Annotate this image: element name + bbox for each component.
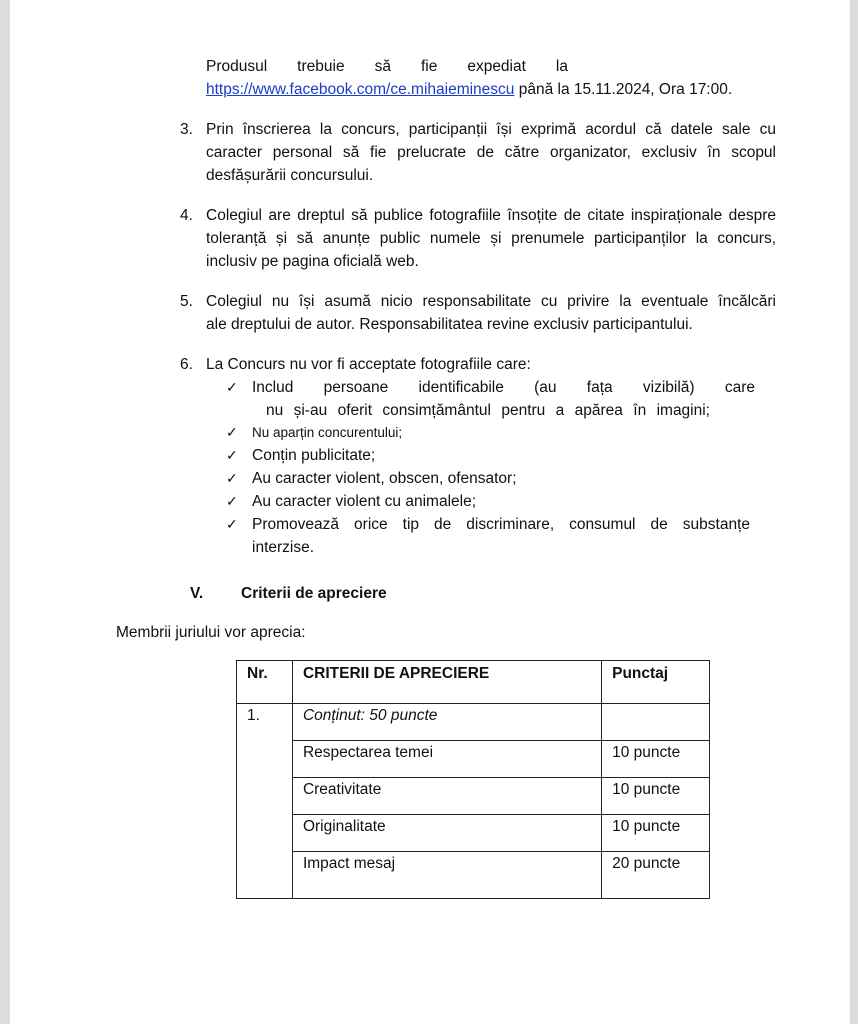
check-6-line-1: Promovează orice tip de discriminare, consumul de substanțe xyxy=(252,516,750,533)
criteria-table xyxy=(236,660,710,899)
check-4: Au caracter violent, obscen, ofensator; xyxy=(252,470,517,487)
item-3-line-1: Prin înscrierea la concurs, participanții își exprimă acordul că datele sale cu xyxy=(206,121,776,138)
facebook-link[interactable]: https://www.facebook.com/ce.mihaieminescu xyxy=(206,81,515,98)
check-icon: ✓ xyxy=(226,470,238,486)
item-6-line-1: La Concurs nu vor fi acceptate fotografiile care: xyxy=(206,356,531,373)
check-icon: ✓ xyxy=(226,379,238,395)
table-row xyxy=(237,741,710,778)
section-title: Criterii de apreciere xyxy=(241,585,387,602)
score-cell: 20 puncte xyxy=(602,852,710,899)
criterion-cell: Impact mesaj xyxy=(292,852,601,899)
deadline-text: până la 15.11.2024, Ora 17:00. xyxy=(514,81,733,98)
table-row xyxy=(237,778,710,815)
check-icon: ✓ xyxy=(226,516,238,532)
group-nr: 1. xyxy=(237,704,293,899)
criterion-cell: Creativitate xyxy=(292,778,601,815)
check-1-line-2: nu și-au oferit consimțământul pentru a apărea în imagini; xyxy=(266,402,710,419)
item-3-line-2: caracter personal să fie prelucrate de către organizator, exclusiv în scopul xyxy=(206,144,776,161)
check-2: Nu aparțin concurentului; xyxy=(252,425,403,440)
item-5-line-1: Colegiul nu își asumă nicio responsabilitate cu privire la eventuale încălcări xyxy=(206,293,776,310)
item-4-number: 4. xyxy=(180,207,193,224)
document-page xyxy=(10,0,850,1024)
score-cell: 10 puncte xyxy=(602,778,710,815)
item-3-line-3: desfășurării concursului. xyxy=(206,167,374,184)
check-5: Au caracter violent cu animalele; xyxy=(252,493,477,510)
table-header-row xyxy=(237,661,710,704)
table-row xyxy=(237,704,710,741)
item-4-line-3: inclusiv pe pagina oficială web. xyxy=(206,253,419,270)
item-4-line-2: toleranță și să anunțe public numele și prenumele participanților la concurs, xyxy=(206,230,776,247)
table-row xyxy=(237,815,710,852)
header-score: Punctaj xyxy=(602,661,710,704)
item-5-line-2: ale dreptului de autor. Responsabilitatea revine exclusiv participantului. xyxy=(206,316,693,333)
group-score-empty xyxy=(602,704,710,741)
score-cell: 10 puncte xyxy=(602,815,710,852)
criterion-cell: Respectarea temei xyxy=(292,741,601,778)
item-6-number: 6. xyxy=(180,356,193,373)
header-nr: Nr. xyxy=(237,661,293,704)
check-6-line-2: interzise. xyxy=(252,539,315,556)
section-number: V. xyxy=(190,585,204,602)
score-cell: 10 puncte xyxy=(602,741,710,778)
item-4-line-1: Colegiul are dreptul să publice fotografiile însoțite de citate inspiraționale despre xyxy=(206,207,776,224)
jury-text: Membrii juriului vor aprecia: xyxy=(116,624,306,641)
intro-line: Produsul trebuie să fie expediat la xyxy=(206,58,568,75)
group-label: Conținut: 50 puncte xyxy=(292,704,601,741)
intro-link-line xyxy=(206,78,732,101)
check-icon: ✓ xyxy=(226,424,238,440)
criterion-cell: Originalitate xyxy=(292,815,601,852)
table-row xyxy=(237,852,710,899)
check-3: Conțin publicitate; xyxy=(252,447,376,464)
item-5-number: 5. xyxy=(180,293,193,310)
item-3-number: 3. xyxy=(180,121,193,138)
check-1-line-1: Includ persoane identificabile (au fața vizibilă) care xyxy=(252,379,755,396)
check-icon: ✓ xyxy=(226,447,238,463)
header-criteria: CRITERII DE APRECIERE xyxy=(292,661,601,704)
check-icon: ✓ xyxy=(226,493,238,509)
